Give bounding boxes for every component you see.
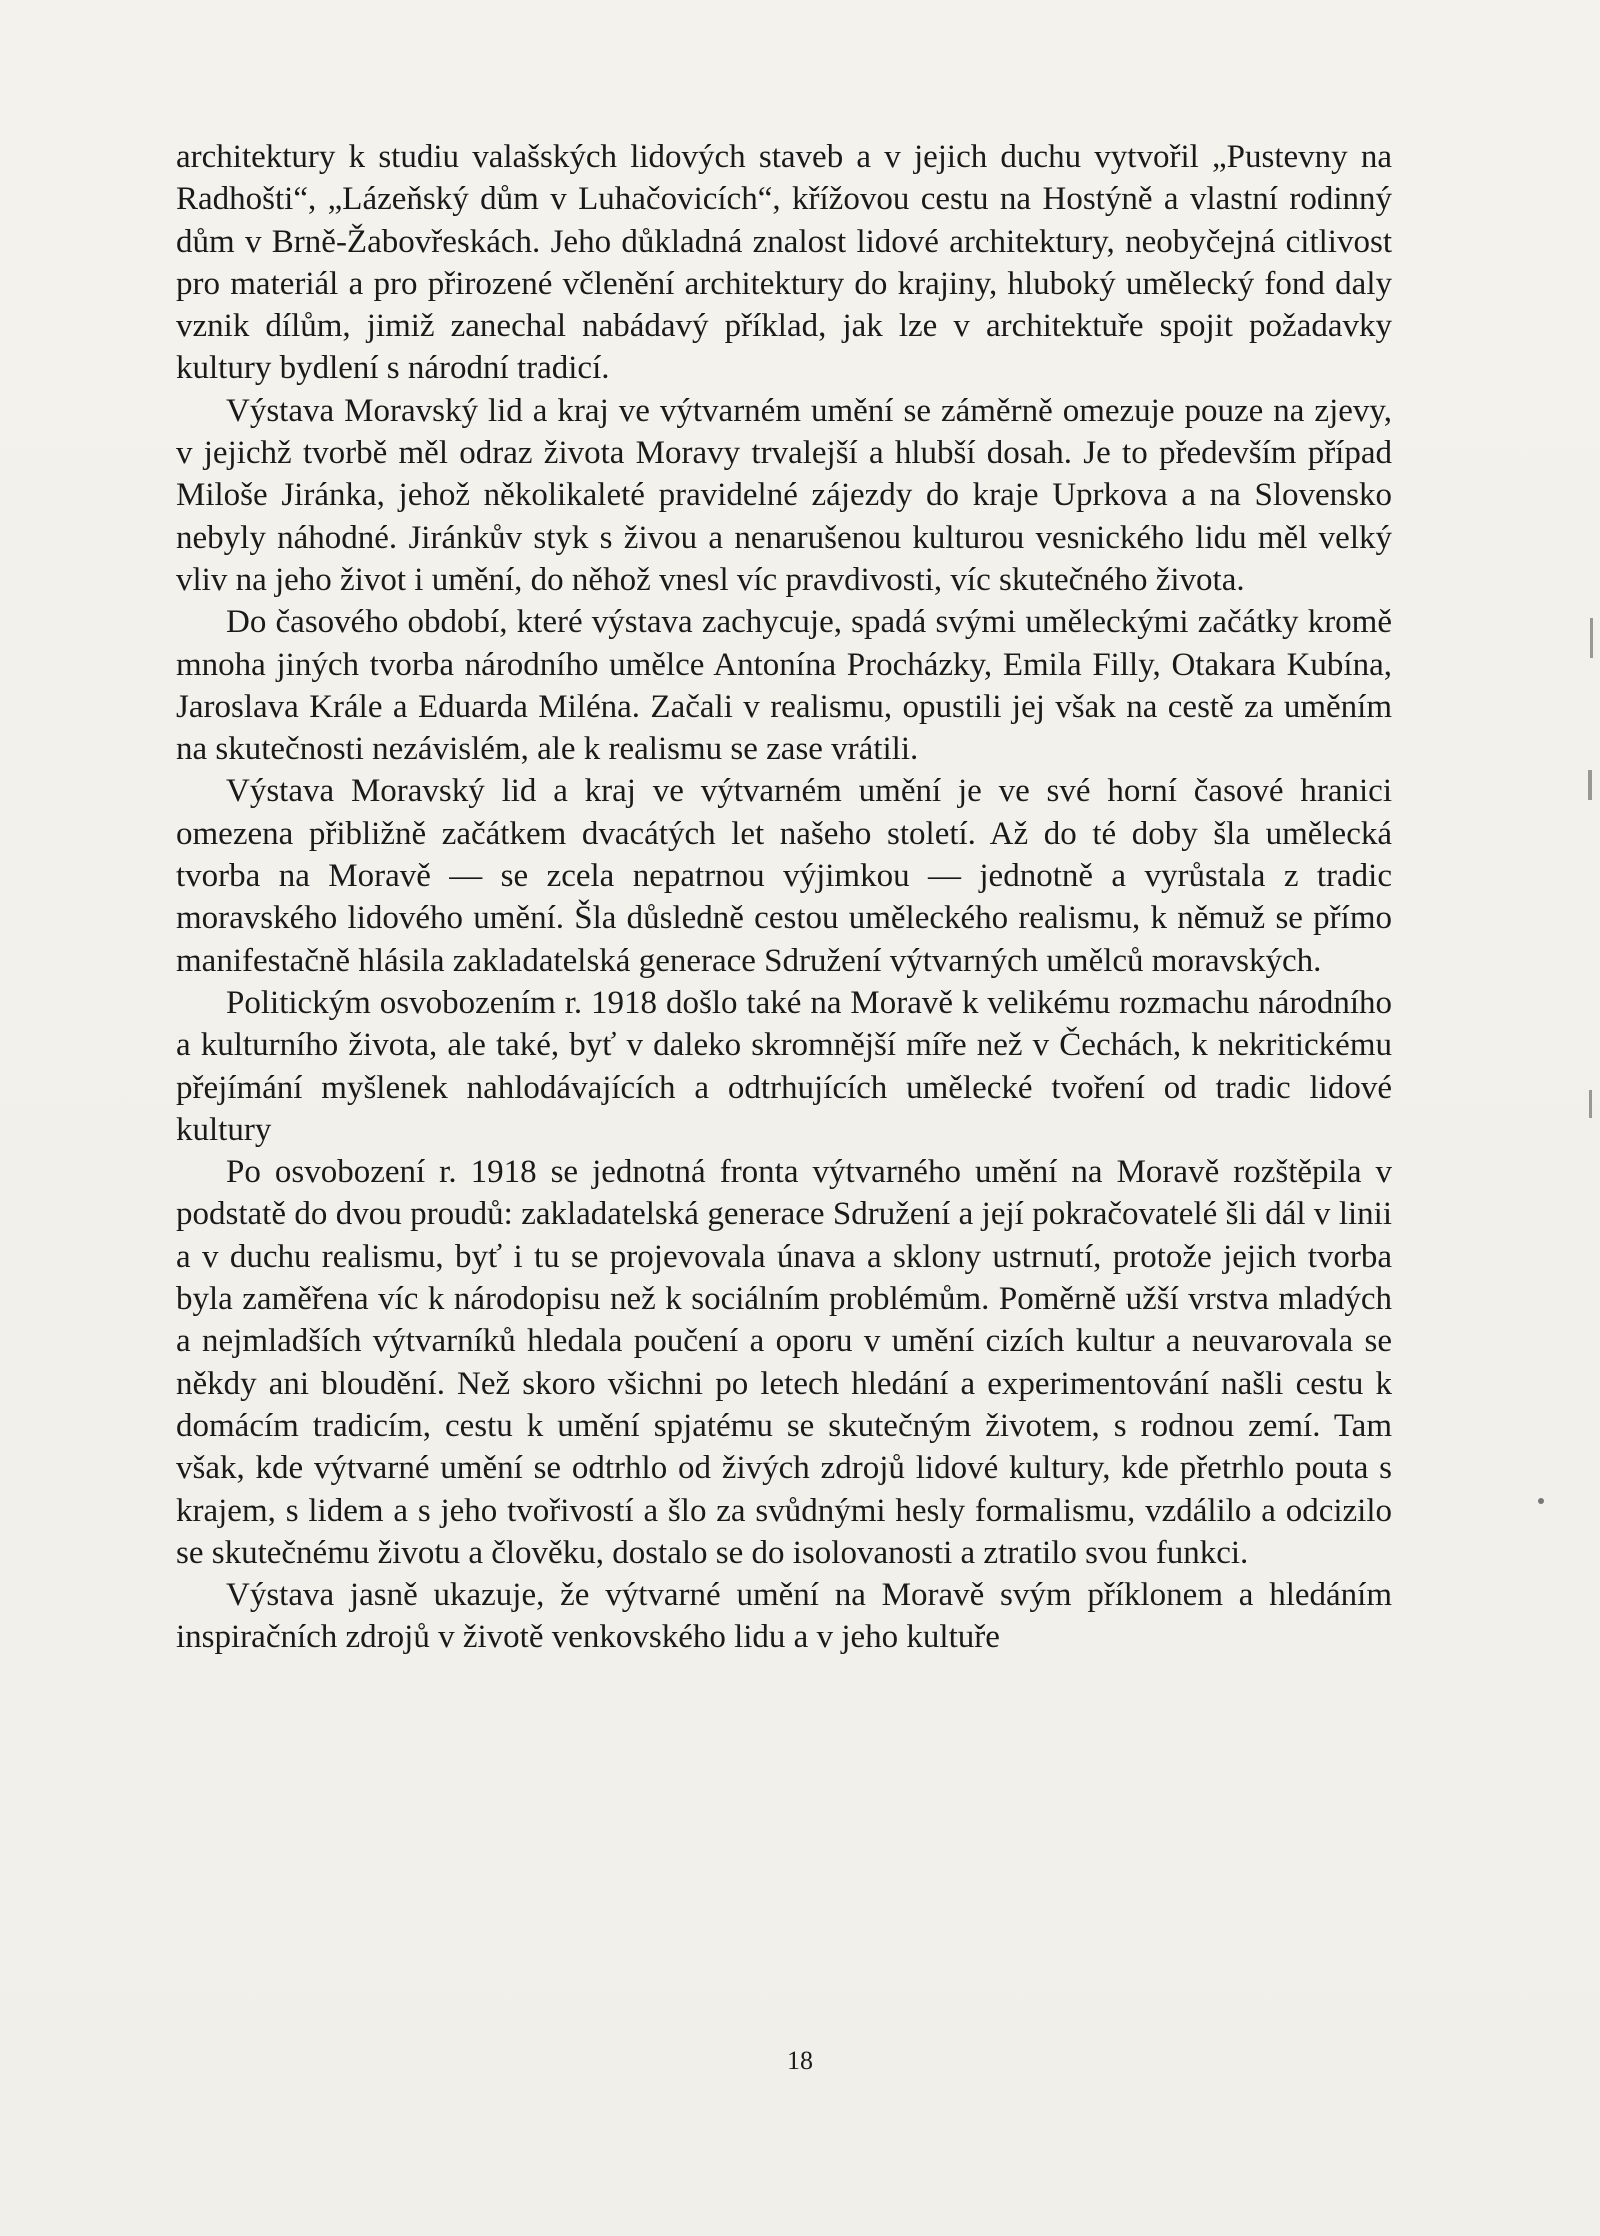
scan-edge-mark bbox=[1588, 770, 1592, 800]
paragraph-6: Po osvobození r. 1918 se jednotná fronta výtvarného umění na Moravě rozštěpila v podstatě do dvou proudů: zakladatelská generace Sdružení a její pokračovatelé šli dál v linii a v duchu realismu, byť i tu se projevovala únava a sklony ustrnutí, protože jejich tvorba byla zaměřena víc k národopisu než k sociálním problémům. Poměrně užší vrstva mladých a nejmladších výtvarníků hledala poučení a oporu v umění cizích kultur a neuvarovala se někdy ani bloudění. Než skoro všichni po letech hledání a experimentování našli cestu k domácím tradicím, cestu k umění spjatému se skutečným životem, s rodnou zemí. Tam však, kde výtvarné umění se odtrhlo od živých zdrojů lidové kultury, kde přetrhlo pouta s krajem, s lidem a s jeho tvořivostí a šlo za svůdnými hesly formalismu, vzdálilo a odcizilo se skutečnému životu a člověku, dostalo se do isolovanosti a ztratilo svou funkci. bbox=[176, 1154, 1392, 1571]
paragraph-5: Politickým osvobozením r. 1918 došlo také na Moravě k velikému rozmachu národního a kulturního života, ale také, byť v daleko skromnější míře než v Čechách, k nekritickému přejímání myšlenek nahlodávajících a odtrhujících umělecké tvoření od tradic lidové kultury bbox=[176, 984, 1392, 1148]
scan-edge-mark bbox=[1589, 1090, 1592, 1118]
paragraph-3: Do časového období, které výstava zachycuje, spadá svými uměleckými začátky kromě mnoha jiných tvorba národního umělce Antonína Procházky, Emila Filly, Otakara Kubína, Jaroslava Krále a Eduarda Miléna. Začali v realismu, opustili jej však na cestě za uměním na skutečnosti nezávislém, ale k realismu se zase vrátili. bbox=[176, 604, 1392, 768]
paragraph-2: Výstava Moravský lid a kraj ve výtvarném umění se záměrně omezuje pouze na zjevy, v jejichž tvorbě měl odraz života Moravy trvalejší a hlubší dosah. Je to především případ Miloše Jiránka, jehož několikaleté pravidelné zájezdy do kraje Uprkova a na Slovensko nebyly náhodné. Jiránkův styk s živou a nenarušenou kulturou vesnického lidu měl velký vliv na jeho život i umění, do něhož vnesl víc pravdivosti, víc skutečného života. bbox=[176, 392, 1392, 598]
paragraph-7: Výstava jasně ukazuje, že výtvarné umění na Moravě svým příklonem a hledáním inspiračních zdrojů v životě venkovského lidu a v jeho kultuře bbox=[176, 1577, 1392, 1656]
paragraph-1: architektury k studiu valašských lidových staveb a v jejich duchu vytvořil „Pustevny na Radhošti“, „Lázeňský dům v Luhačovicích“, křížovou cestu na Hostýně a vlastní rodinný dům v Brně-Žabovřeskách. Jeho důkladná znalost lidové architektury, neobyčejná citlivost pro materiál a pro přirozené včlenění architektury do krajiny, hluboký umělecký fond daly vznik dílům, jimiž zanechal nabádavý příklad, jak lze v architektuře spojit požadavky kultury bydlení s národní tradicí. bbox=[176, 139, 1392, 387]
scan-speck bbox=[1538, 1498, 1544, 1504]
page-number: 18 bbox=[787, 2046, 813, 2075]
scan-edge-mark bbox=[1590, 618, 1593, 658]
paragraph-4: Výstava Moravský lid a kraj ve výtvarném umění je ve své horní časové hranici omezena přibližně začátkem dvacátých let našeho století. Až do té doby šla umělecká tvorba na Moravě — se zcela nepatrnou výjimkou — jednotně a vyrůstala z tradic moravského lidového umění. Šla důsledně cestou uměleckého realismu, k němuž se přímo manifestačně hlásila zakladatelská generace Sdružení výtvarných umělců moravských. bbox=[176, 773, 1392, 979]
body-text bbox=[176, 136, 1392, 1659]
